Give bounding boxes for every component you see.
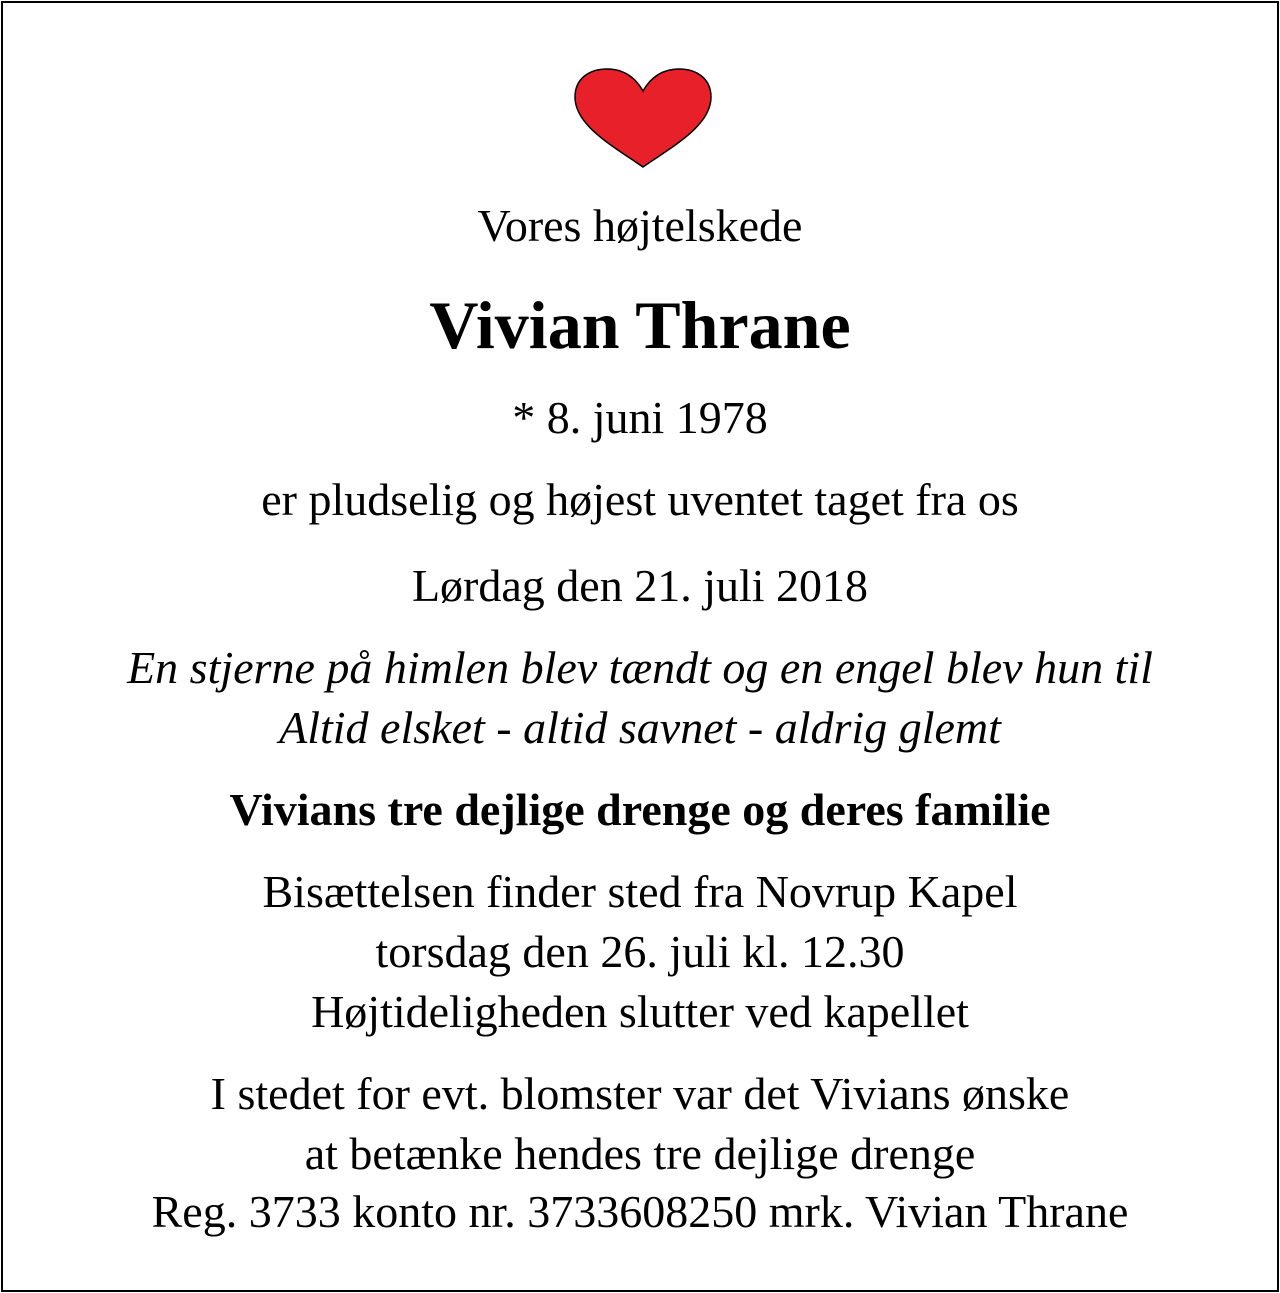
heart-shape [575,69,711,167]
funeral-line: Højtideligheden slutter ved kapellet [311,986,969,1037]
obituary-frame [1,1,1279,1292]
wish-line: Reg. 3733 konto nr. 3733608250 mrk. Vivian Thrane [151,1186,1129,1237]
funeral-line: Bisættelsen finder sted fra Novrup Kapel [262,866,1018,917]
passing-text: er pludselig og højest uventet taget fra os [261,474,1019,525]
funeral-line: torsdag den 26. juli kl. 12.30 [375,926,905,977]
verse-line: Altid elsket - altid savnet - aldrig glemt [279,702,1001,753]
intro-text: Vores højtelskede [477,200,803,251]
verse-line: En stjerne på himlen blev tændt og en engel blev hun til [127,642,1153,693]
birth-date: * 8. juni 1978 [512,392,768,443]
wish-line: I stedet for evt. blomster var det Vivians ønske [210,1068,1070,1119]
deceased-name: Vivian Thrane [429,287,851,363]
wish-line: at betænke hendes tre dejlige drenge [304,1128,976,1179]
family-signature: Vivians tre dejlige drenge og deres familie [229,784,1051,835]
death-date: Lørdag den 21. juli 2018 [411,560,869,611]
heart-icon [571,67,715,171]
